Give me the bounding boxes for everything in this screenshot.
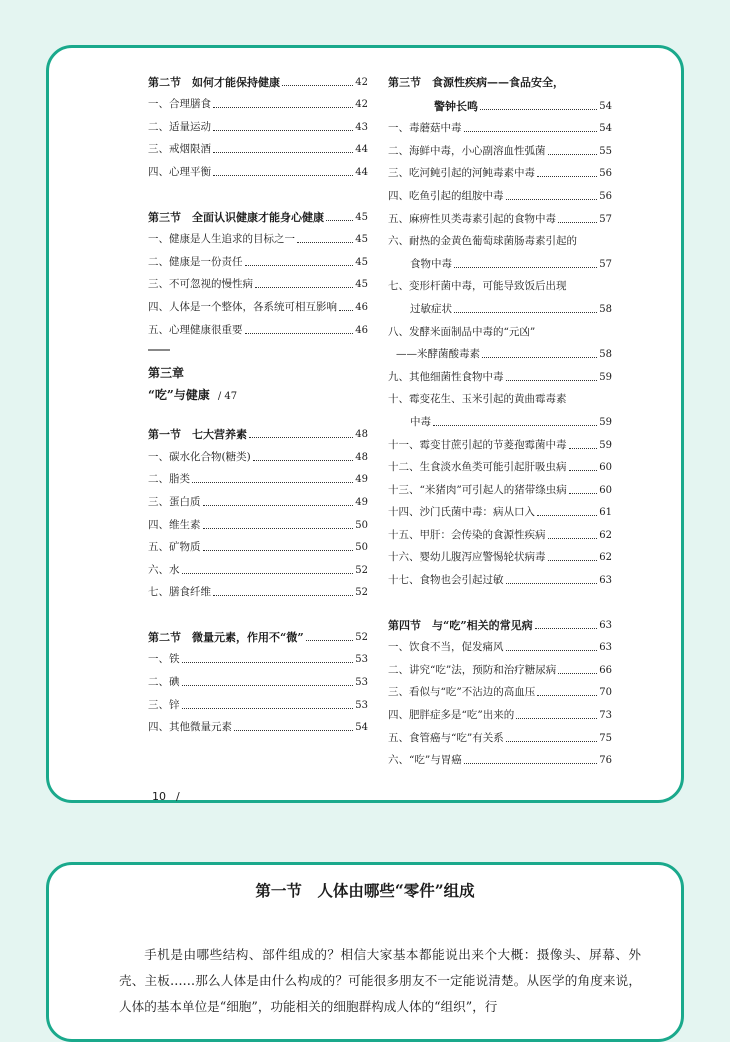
toc-entry (148, 532, 368, 555)
toc-leader-dots (535, 628, 598, 629)
toc-entry (388, 384, 612, 407)
toc-section-entry (148, 201, 368, 224)
toc-entry (388, 180, 612, 203)
page-number (152, 790, 180, 803)
toc-entry (148, 269, 368, 292)
toc-leader-dots (213, 130, 353, 131)
toc-leader-dots (464, 763, 598, 764)
toc-leader-dots (516, 718, 597, 719)
toc-entry-title: 警钟长鸣 (434, 99, 478, 113)
toc-section-entry (148, 419, 368, 442)
toc-leader-dots (203, 550, 354, 551)
toc-entry (148, 644, 368, 667)
toc-entry-page: 49 (355, 474, 368, 486)
toc-leader-dots (245, 333, 354, 334)
toc-entry-page: 58 (599, 303, 612, 315)
toc-leader-dots (480, 109, 597, 110)
toc-entry (388, 497, 612, 520)
toc-leader-dots (213, 595, 353, 596)
toc-leader-dots (213, 175, 353, 176)
toc-entry-page: 56 (599, 190, 612, 202)
toc-entry-title: 八、发酵米面制品中毒的“元凶” (388, 325, 536, 338)
toc-entry (388, 542, 612, 565)
toc-left-column (148, 66, 368, 734)
toc-entry (388, 632, 612, 655)
toc-entry-page: 50 (355, 519, 368, 531)
toc-entry (388, 452, 612, 475)
toc-leader-dots (537, 176, 597, 177)
toc-entry-title: 五、矿物质 (148, 541, 201, 554)
toc-entry-page: 76 (599, 755, 612, 767)
toc-entry-title: 十一、霉变甘蔗引起的节菱孢霉菌中毒 (388, 438, 567, 451)
toc-right-column (388, 66, 612, 767)
toc-entry (148, 441, 368, 464)
toc-entry-title: 二、讲究“吃”法，预防和治疗糖尿病 (388, 663, 557, 676)
toc-entry (388, 677, 612, 700)
toc-entry (148, 464, 368, 487)
toc-leader-dots (182, 662, 354, 663)
chapter-title-line (148, 387, 368, 405)
toc-entry-title: 食物中毒 (410, 257, 452, 270)
toc-section-entry (388, 609, 612, 632)
toc-entry (388, 406, 612, 429)
chapter-divider (148, 349, 170, 351)
toc-leader-dots (433, 425, 597, 426)
toc-entry-page: 59 (599, 416, 612, 428)
chapter-title: “吃”与健康 (148, 387, 210, 402)
toc-entry-page: 62 (599, 552, 612, 564)
toc-entry (148, 486, 368, 509)
toc-entry (388, 158, 612, 181)
toc-entry-page: 45 (355, 256, 368, 268)
toc-entry-page: 63 (599, 642, 612, 654)
toc-right-list (388, 66, 612, 587)
toc-entry-title: 三、吃河鲀引起的河鲀毒素中毒 (388, 167, 535, 180)
toc-entry-title: 一、饮食不当，促发痛风 (388, 641, 504, 654)
toc-entry-title: 九、其他细菌性食物中毒 (388, 370, 504, 383)
toc-left-list-2 (148, 419, 368, 735)
toc-entry (148, 577, 368, 600)
toc-leader-dots (569, 470, 598, 471)
toc-leader-dots (548, 538, 598, 539)
toc-entry (388, 429, 612, 452)
toc-entry-title: 十五、甲肝：会传染的食源性疾病 (388, 528, 546, 541)
toc-entry-page: 61 (599, 507, 612, 519)
toc-entry-title: 一、合理膳食 (148, 98, 211, 111)
toc-entry-page: 63 (599, 619, 612, 631)
toc-entry-title: 四、维生素 (148, 518, 201, 531)
toc-entry-page: 53 (355, 699, 368, 711)
toc-entry-title: 十六、婴幼儿腹泻应警惕轮状病毒 (388, 551, 546, 564)
toc-entry (148, 224, 368, 247)
toc-leader-dots (245, 265, 354, 266)
toc-entry-page: 56 (599, 168, 612, 180)
toc-entry-page: 59 (599, 439, 612, 451)
toc-leader-dots (506, 583, 598, 584)
toc-leader-dots (213, 107, 353, 108)
toc-leader-dots (297, 242, 353, 243)
toc-entry-page: 46 (355, 324, 368, 336)
toc-left-list (148, 66, 368, 337)
toc-entry-page: 60 (599, 462, 612, 474)
toc-leader-dots (506, 199, 598, 200)
toc-entry-page: 53 (355, 654, 368, 666)
toc-leader-dots (192, 482, 353, 483)
toc-leader-dots (203, 528, 354, 529)
toc-entry (388, 226, 612, 249)
toc-entry-title: 十二、生食淡水鱼类可能引起肝吸虫病 (388, 461, 567, 474)
toc-leader-dots (558, 222, 597, 223)
toc-entry-page: 62 (599, 529, 612, 541)
toc-entry-title: 二、脂类 (148, 473, 190, 486)
toc-leader-dots (506, 741, 598, 742)
toc-entry-title: 十七、食物也会引起过敏 (388, 574, 504, 587)
toc-entry-page: 52 (355, 587, 368, 599)
toc-leader-dots (326, 220, 353, 221)
toc-entry (148, 89, 368, 112)
toc-leader-dots (454, 312, 597, 313)
toc-entry-title: 中毒 (410, 415, 431, 428)
toc-leader-dots (506, 380, 598, 381)
toc-leader-dots (203, 505, 354, 506)
toc-entry (388, 745, 612, 768)
toc-entry-title: 六、耐热的金黄色葡萄球菌肠毒素引起的 (388, 235, 577, 248)
toc-entry-title: 六、水 (148, 563, 180, 576)
toc-entry (388, 271, 612, 294)
toc-leader-dots (506, 650, 598, 651)
toc-entry (148, 314, 368, 337)
toc-entry-title: 三、戒烟限酒 (148, 143, 211, 156)
toc-entry-title: 十三、“米猪肉”可引起人的猪带绦虫病 (388, 483, 567, 496)
toc-entry (388, 519, 612, 542)
toc-entry-title: 四、人体是一个整体，各系统可相互影响 (148, 300, 337, 313)
toc-entry-page: 42 (355, 76, 368, 88)
toc-entry-title: 五、麻痹性贝类毒素引起的食物中毒 (388, 212, 556, 225)
toc-entry-page: 60 (599, 484, 612, 496)
toc-entry (388, 564, 612, 587)
toc-entry-page: 42 (355, 99, 368, 111)
toc-entry-page: 44 (355, 144, 368, 156)
toc-entry (148, 712, 368, 735)
toc-entry-page: 49 (355, 496, 368, 508)
toc-entry-title: 第三节 食源性疾病——食品安全， (388, 75, 564, 89)
toc-entry-title: 三、蛋白质 (148, 495, 201, 508)
toc-entry-page: 45 (355, 211, 368, 223)
toc-entry-page: 58 (599, 349, 612, 361)
toc-entry (388, 248, 612, 271)
toc-entry (148, 554, 368, 577)
toc-entry-title: 二、适量运动 (148, 120, 211, 133)
toc-entry-title: 十、霉变花生、玉米引起的黄曲霉毒素 (388, 393, 567, 406)
toc-entry-title: 第二节 微量元素，作用不“微” (148, 630, 304, 644)
toc-entry (148, 156, 368, 179)
toc-leader-dots (454, 267, 597, 268)
toc-leader-dots (182, 573, 354, 574)
toc-entry-title: 四、心理平衡 (148, 165, 211, 178)
toc-entry (388, 361, 612, 384)
toc-leader-dots (282, 85, 353, 86)
toc-leader-dots (569, 448, 598, 449)
toc-entry-page: 44 (355, 166, 368, 178)
toc-leader-dots (182, 708, 354, 709)
article-title: 第一节 人体由哪些“零件”组成 (255, 881, 475, 900)
toc-entry-page: 66 (599, 664, 612, 676)
toc-leader-dots (464, 131, 598, 132)
toc-entry-page: 75 (599, 732, 612, 744)
toc-entry-page: 48 (355, 429, 368, 441)
toc-leader-dots (306, 640, 354, 641)
toc-entry (388, 699, 612, 722)
toc-entry (388, 89, 612, 113)
article-paragraph: 手机是由哪些结构、部件组成的？相信大家基本都能说出来个大概：摄像头、屏幕、外壳、主板……那么人体是由什么构成的？可能很多朋友不一定能说清楚。从医学的角度来说，人体的基本单位是“细胞”，功能相关的细胞群构成人体的“组织”，行 (119, 947, 641, 1014)
toc-entry (388, 474, 612, 497)
toc-entry-title: 三、看似与“吃”不沾边的高血压 (388, 686, 536, 699)
toc-leader-dots (255, 287, 353, 288)
toc-entry (388, 293, 612, 316)
toc-entry-page: 55 (599, 145, 612, 157)
toc-entry-title: 第二节 如何才能保持健康 (148, 75, 280, 89)
toc-leader-dots (339, 310, 353, 311)
article-page-card (46, 862, 684, 1042)
toc-entry-title: 一、毒蘑菇中毒 (388, 122, 462, 135)
toc-entry-page: 52 (355, 564, 368, 576)
toc-leader-dots (234, 730, 353, 731)
toc-entry-title: 七、膳食纤维 (148, 586, 211, 599)
toc-leader-dots (548, 560, 598, 561)
toc-entry (388, 135, 612, 158)
toc-leader-dots (482, 357, 597, 358)
toc-entry-title: 四、吃鱼引起的组胺中毒 (388, 189, 504, 202)
toc-leader-dots (182, 685, 354, 686)
toc-entry-title: 五、食管癌与“吃”有关系 (388, 731, 504, 744)
chapter-page: / 47 (217, 390, 238, 402)
toc-entry-page: 57 (599, 258, 612, 270)
toc-entry-title: 六、“吃”与胃癌 (388, 754, 462, 767)
toc-entry (148, 134, 368, 157)
toc-entry-page: 53 (355, 677, 368, 689)
toc-entry-title: 二、健康是一份责任 (148, 255, 243, 268)
toc-entry-title: 三、锌 (148, 698, 180, 711)
toc-entry-page: 45 (355, 279, 368, 291)
toc-leader-dots (253, 460, 354, 461)
toc-entry (388, 113, 612, 136)
toc-leader-dots (213, 152, 353, 153)
toc-leader-dots (548, 154, 598, 155)
toc-entry (388, 722, 612, 745)
toc-entry-page: 70 (599, 687, 612, 699)
toc-entry (388, 654, 612, 677)
toc-entry-page: 43 (355, 121, 368, 133)
toc-leader-dots (537, 515, 597, 516)
toc-entry-title: 七、变形杆菌中毒，可能导致饭后出现 (388, 280, 567, 293)
page-number-value: 10 (152, 790, 166, 803)
toc-entry-title: ——米酵菌酸毒素 (396, 348, 480, 361)
page-number-slash: / (176, 790, 180, 803)
toc-entry-title: 四、肥胖症多是“吃”出来的 (388, 709, 515, 722)
toc-leader-dots (249, 437, 353, 438)
toc-entry (148, 111, 368, 134)
toc-leader-dots (558, 673, 597, 674)
toc-entry-page: 63 (599, 575, 612, 587)
toc-entry-page: 59 (599, 371, 612, 383)
toc-entry-title: 二、碘 (148, 676, 180, 689)
toc-entry-title: 第四节 与“吃”相关的常见病 (388, 618, 533, 632)
toc-entry-page: 54 (599, 100, 612, 112)
toc-entry-title: 十四、沙门氏菌中毒：病从口入 (388, 506, 535, 519)
toc-entry-page: 48 (355, 451, 368, 463)
toc-entry-title: 过敏症状 (410, 302, 452, 315)
toc-page-card (46, 45, 684, 803)
toc-entry-page: 57 (599, 213, 612, 225)
toc-entry (148, 291, 368, 314)
toc-leader-dots (569, 493, 598, 494)
toc-right-list-2 (388, 609, 612, 767)
toc-entry-page: 54 (599, 123, 612, 135)
toc-entry-title: 第三节 全面认识健康才能身心健康 (148, 210, 324, 224)
toc-entry-title: 一、健康是人生追求的目标之一 (148, 233, 295, 246)
toc-entry-page: 46 (355, 301, 368, 313)
toc-entry-title: 三、不可忽视的慢性病 (148, 278, 253, 291)
chapter-label: 第三章 (148, 365, 185, 380)
toc-leader-dots (537, 695, 597, 696)
article-body (119, 942, 641, 1020)
toc-entry-title: 四、其他微量元素 (148, 721, 232, 734)
toc-section-entry (388, 66, 612, 89)
toc-entry-title: 第一节 七大营养素 (148, 428, 247, 442)
toc-entry (148, 509, 368, 532)
toc-entry-page: 50 (355, 542, 368, 554)
toc-entry (148, 689, 368, 712)
toc-entry-page: 45 (355, 234, 368, 246)
toc-entry (388, 339, 612, 362)
toc-entry-title: 一、铁 (148, 653, 180, 666)
toc-entry-page: 73 (599, 710, 612, 722)
toc-entry (388, 316, 612, 339)
toc-section-entry (148, 66, 368, 89)
toc-entry (148, 246, 368, 269)
toc-section-entry (148, 621, 368, 644)
toc-entry-page: 52 (355, 631, 368, 643)
toc-entry-title: 一、碳水化合物(糖类) (148, 450, 251, 463)
toc-entry-page: 54 (355, 722, 368, 734)
toc-entry-title: 二、海鲜中毒，小心副溶血性弧菌 (388, 144, 546, 157)
toc-entry (148, 666, 368, 689)
toc-entry-title: 五、心理健康很重要 (148, 323, 243, 336)
toc-entry (388, 203, 612, 226)
